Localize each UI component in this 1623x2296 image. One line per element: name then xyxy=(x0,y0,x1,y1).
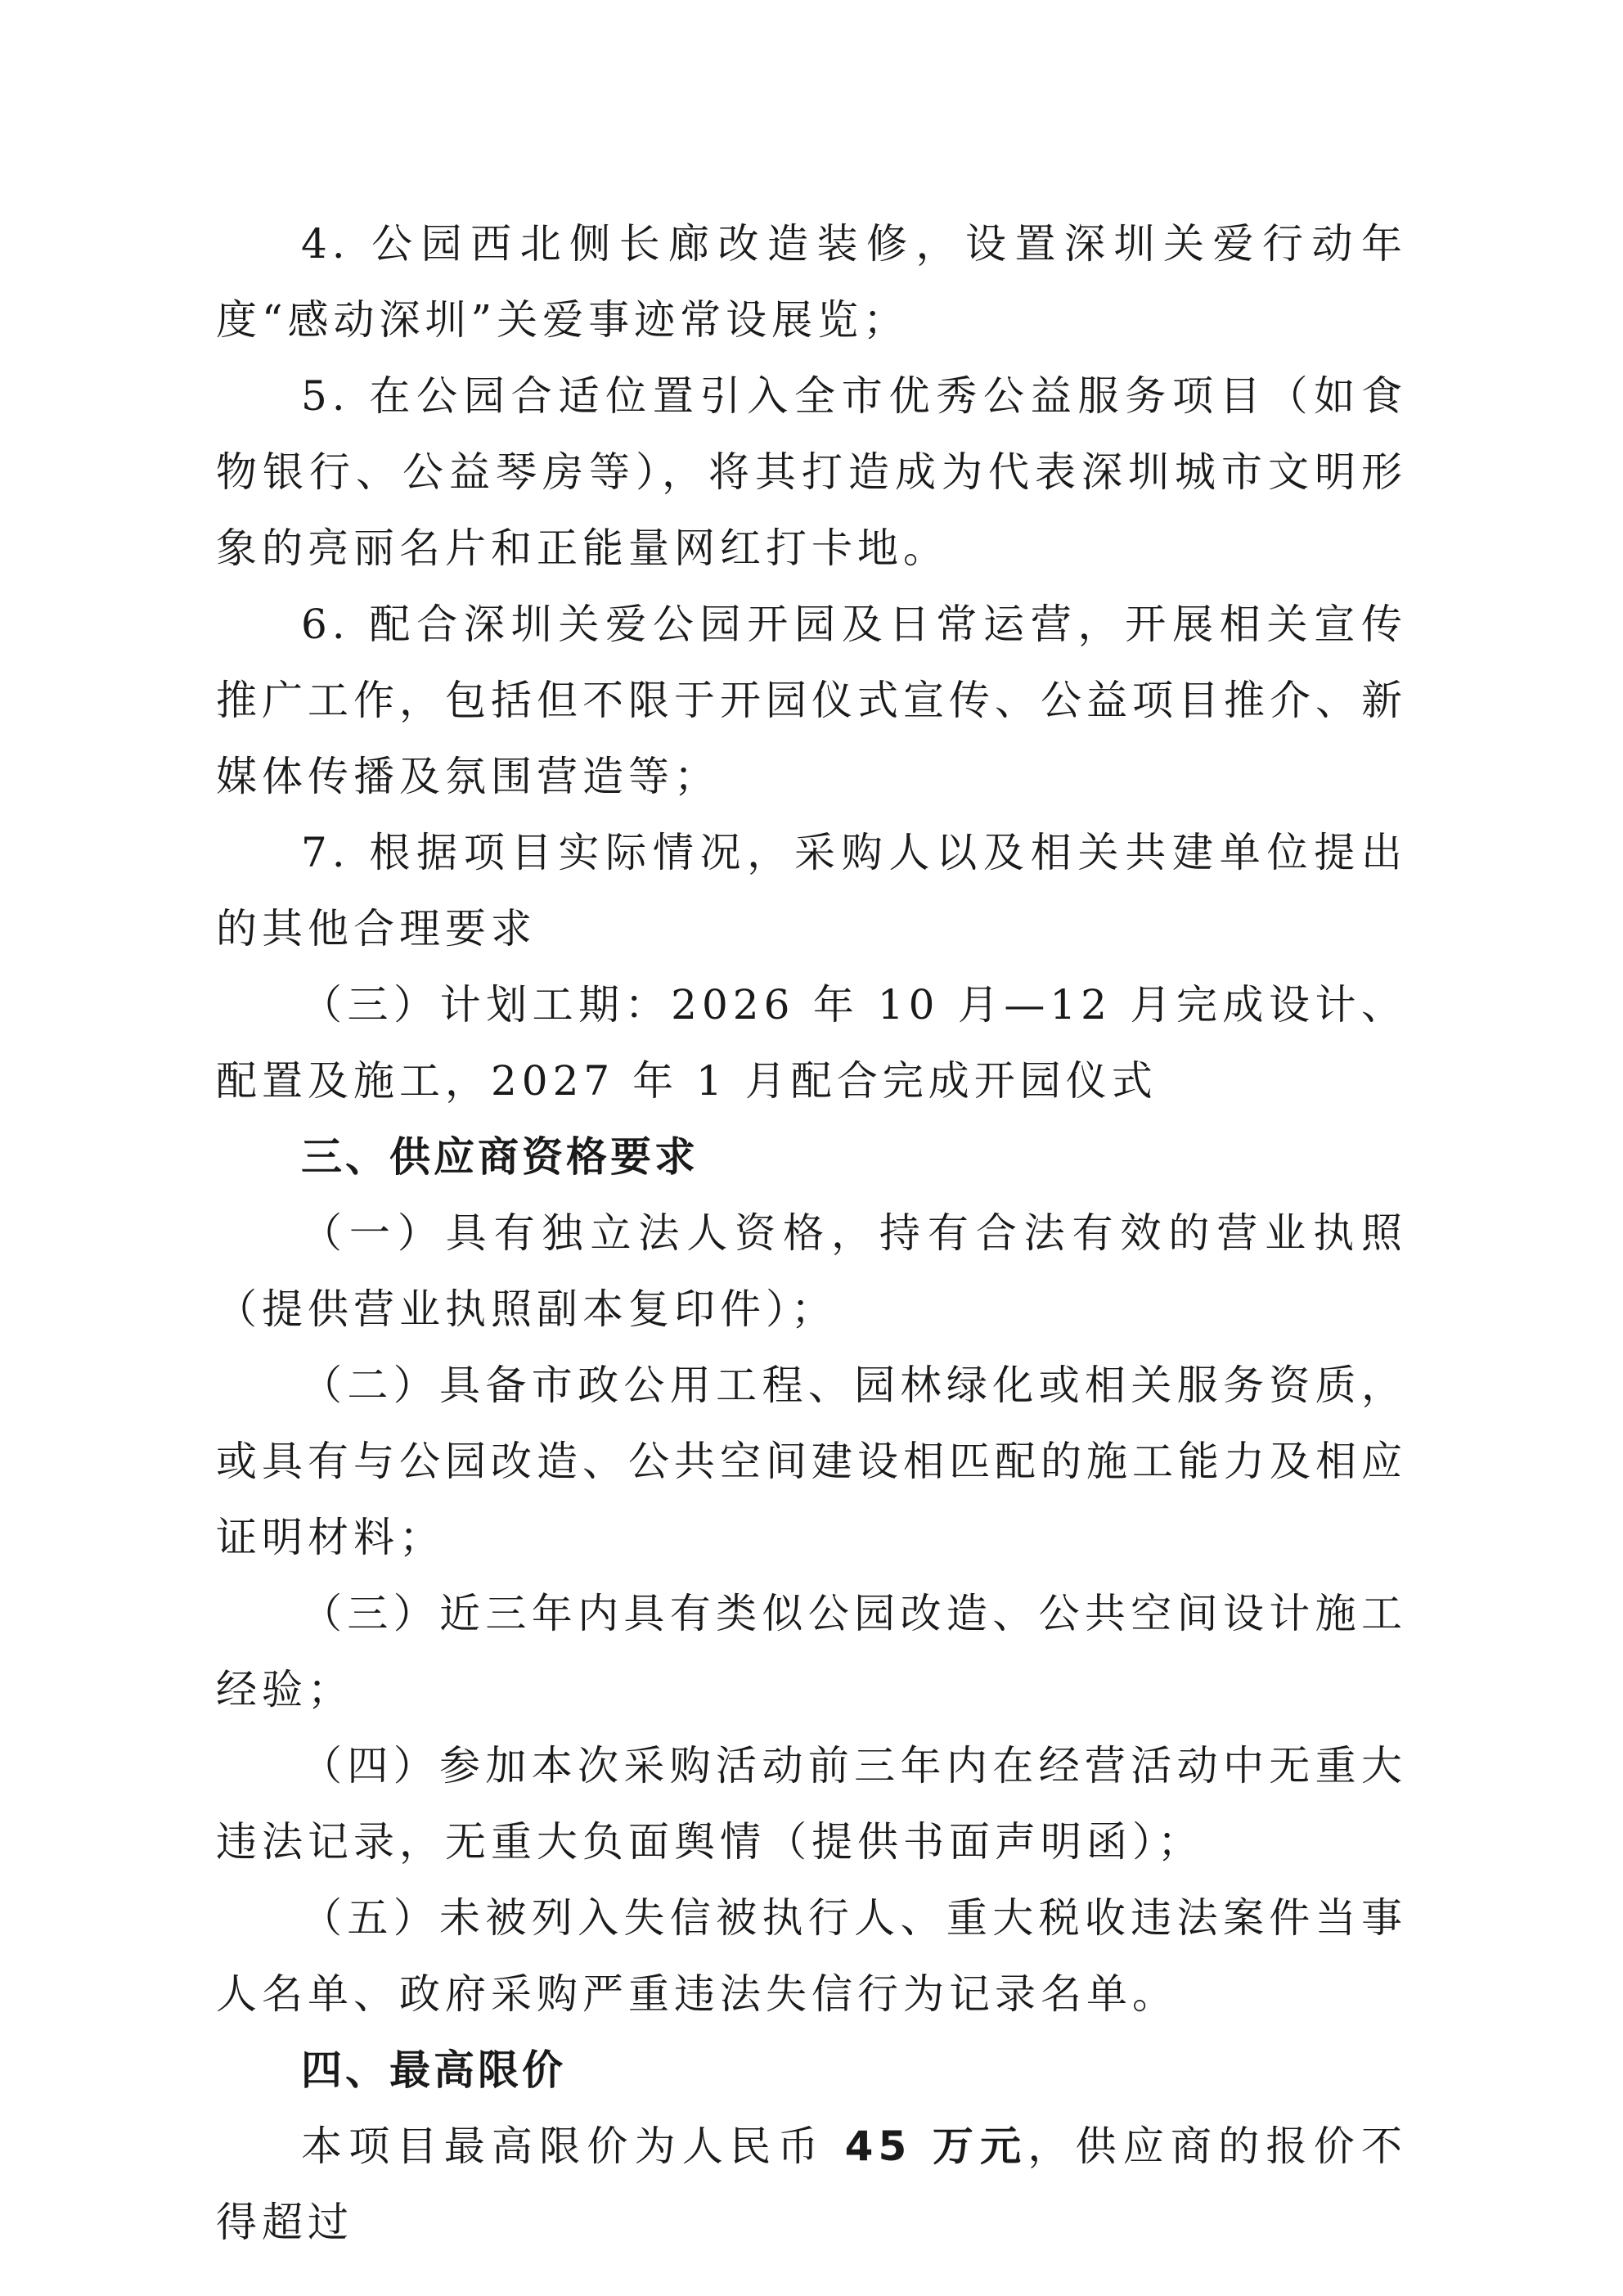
qualification-item-1: （一）具有独立法人资格，持有合法有效的营业执照（提供营业执照副本复印件）； xyxy=(216,1209,1407,1333)
qualification-item-2: （二）具备市政公用工程、园林绿化或相关服务资质，或具有与公园改造、公共空间建设相匹配的施工能力及相应证明材料； xyxy=(216,1362,1407,1561)
price-cap-amount: 45 万元 xyxy=(844,2123,1028,2170)
qualification-item-4: （四）参加本次采购活动前三年内在经营活动中无重大违法记录，无重大负面舆情（提供书面声明函）； xyxy=(216,1742,1407,1866)
document-body xyxy=(216,206,1407,2261)
paragraph-schedule: （三）计划工期：2026 年 10 月—12 月完成设计、配置及施工，2027 年 1 月配合完成开园仪式 xyxy=(216,981,1407,1105)
section-heading-qualifications: 三、供应商资格要求 xyxy=(301,1133,699,1181)
paragraph-item-4: 4. 公园西北侧长廊改造装修，设置深圳关爱行动年度“感动深圳”关爱事迹常设展览； xyxy=(216,220,1407,344)
price-cap-paragraph xyxy=(216,2109,1407,2261)
qualification-item-5: （五）未被列入失信被执行人、重大税收违法案件当事人名单、政府采购严重违法失信行为记录名单。 xyxy=(216,1894,1407,2018)
price-cap-text-before: 本项目最高限价为人民币 xyxy=(301,2123,845,2170)
paragraph-item-6: 6. 配合深圳关爱公园开园及日常运营，开展相关宣传推广工作，包括但不限于开园仪式宣传、公益项目推介、新媒体传播及氛围营造等； xyxy=(216,601,1407,800)
price-cap-text-after: ，供应商的报价不得超过 xyxy=(216,2123,1407,2246)
paragraph-item-5: 5. 在公园合适位置引入全市优秀公益服务项目（如食物银行、公益琴房等），将其打造成为代表深圳城市文明形象的亮丽名片和正能量网红打卡地。 xyxy=(216,372,1407,572)
section-heading-price-cap: 四、最高限价 xyxy=(301,2046,566,2094)
paragraph-item-7: 7. 根据项目实际情况，采购人以及相关共建单位提出的其他合理要求 xyxy=(216,829,1407,952)
qualification-item-3: （三）近三年内具有类似公园改造、公共空间设计施工经验； xyxy=(216,1590,1407,1713)
